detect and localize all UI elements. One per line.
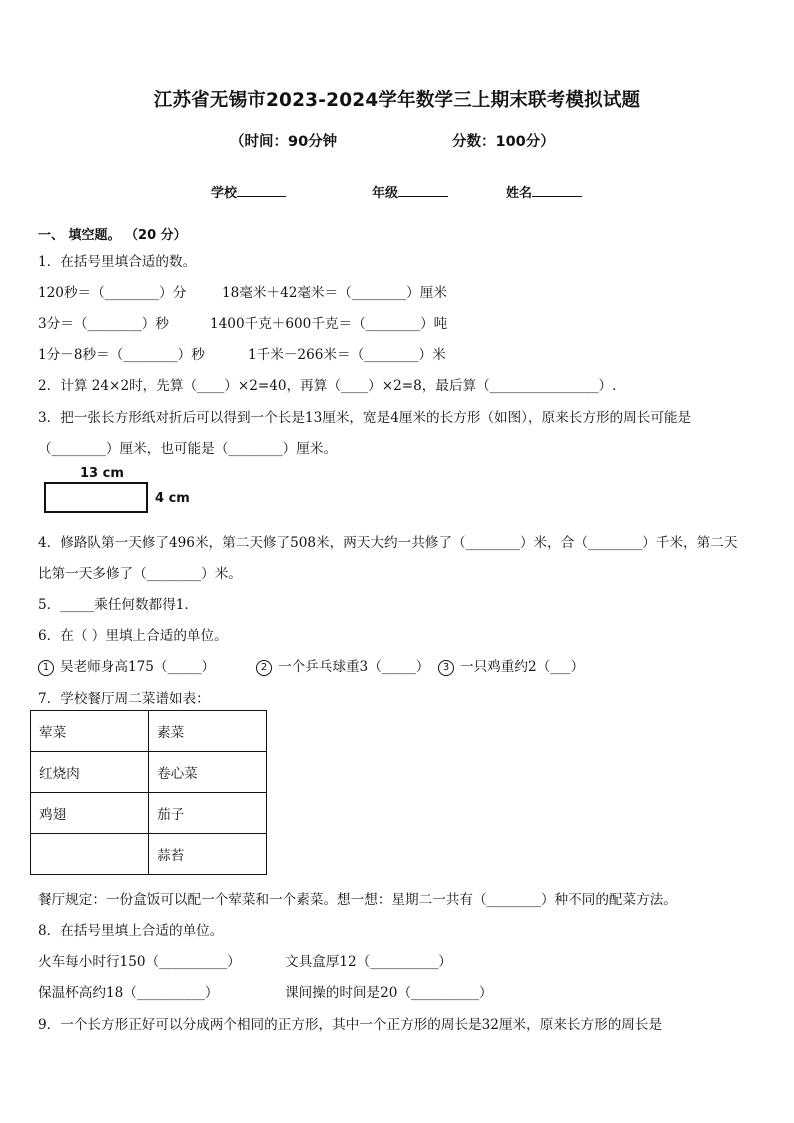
table-row	[31, 793, 267, 834]
q6-item-text: 一个乒乓球重3（_____）	[278, 659, 430, 675]
q1-item: 1400千克＋600千克＝（________）吨	[210, 316, 448, 332]
table-cell: 素菜	[149, 711, 267, 752]
q6-item-2	[256, 655, 429, 676]
q8-item: 火车每小时行150（__________）	[38, 954, 241, 970]
q1-item: 120秒＝（________）分	[38, 285, 187, 301]
figure-width-label: 4 cm	[155, 491, 190, 506]
q1-item: 1千米－266米＝（________）米	[248, 347, 446, 363]
name-field	[506, 182, 582, 201]
grade-label: 年级	[372, 186, 399, 201]
q7-stem: 7．学校餐厅周二菜谱如表：	[38, 691, 210, 707]
table-row	[31, 711, 267, 752]
q6-item-1	[38, 655, 215, 676]
q5-text: 5．_____乘任何数都得1．	[38, 597, 199, 613]
q1-item: 1分－8秒＝（________）秒	[38, 347, 205, 363]
q3-line1: 3．把一张长方形纸对折后可以得到一个长是13厘米，宽是4厘米的长方形（如图），原来长方形的周长可能是	[38, 410, 692, 426]
rectangle-figure	[44, 482, 148, 513]
table-cell: 茄子	[149, 793, 267, 834]
q8-stem: 8．在括号里填上合适的单位。	[38, 923, 224, 939]
table-cell	[31, 834, 149, 875]
table-cell: 蒜苔	[149, 834, 267, 875]
q8-item: 课间操的时间是20（__________）	[285, 985, 493, 1001]
q6-item-3	[438, 655, 584, 676]
table-row	[31, 752, 267, 793]
q8-item: 文具盒厚12（__________）	[285, 954, 452, 970]
q8-item: 保温杯高约18（__________）	[38, 985, 219, 1001]
table-cell: 鸡翅	[31, 793, 149, 834]
q9-text: 9．一个长方形正好可以分成两个相同的正方形，其中一个正方形的周长是32厘米，原来长方形的周长是	[38, 1017, 663, 1033]
q3-line2: （________）厘米，也可能是（________）厘米。	[38, 441, 338, 457]
exam-title: 江苏省无锡市2023-2024学年数学三上期末联考模拟试题	[153, 90, 641, 111]
q6-item-text: 吴老师身高175（_____）	[60, 659, 216, 675]
name-blank	[532, 183, 582, 197]
figure-length-label: 13 cm	[80, 466, 124, 481]
exam-time: （时间：90分钟	[230, 134, 338, 150]
q1-item: 3分＝（________）秒	[38, 316, 169, 332]
q6-stem: 6．在（ ）里填上合适的单位。	[38, 628, 228, 644]
q2-text: 2．计算 24×2时，先算（____）×2=40，再算（____）×2=8，最后算（________________）.	[38, 378, 617, 394]
q7-note: 餐厅规定：一份盒饭可以配一个荤菜和一个素菜。想一想：星期二一共有（________）种不同的配菜方法。	[38, 892, 677, 908]
q4-line1: 4．修路队第一天修了496米，第二天修了508米，两天大约一共修了（________）米，合（________）千米，第二天	[38, 535, 738, 551]
grade-field	[372, 182, 448, 201]
menu-table	[30, 710, 267, 875]
q6-item-text: 一只鸡重约2（___）	[460, 659, 585, 675]
school-blank	[237, 183, 286, 197]
table-cell: 荤菜	[31, 711, 149, 752]
circled-number: 1	[38, 660, 54, 676]
grade-blank	[398, 183, 448, 197]
q4-line2: 比第一天多修了（________）米。	[38, 566, 242, 582]
circled-number: 2	[256, 660, 272, 676]
table-cell: 红烧肉	[31, 752, 149, 793]
school-field	[211, 182, 286, 201]
exam-score: 分数：100分）	[452, 134, 555, 150]
circled-number: 3	[438, 660, 454, 676]
section-heading: 一、 填空题。 （20 分）	[38, 228, 187, 243]
school-label: 学校	[211, 186, 238, 201]
name-label: 姓名	[506, 186, 533, 201]
table-cell: 卷心菜	[149, 752, 267, 793]
q1-item: 18毫米＋42毫米＝（________）厘米	[222, 285, 447, 301]
table-row	[31, 834, 267, 875]
q1-stem: 1．在括号里填合适的数。	[38, 254, 197, 270]
